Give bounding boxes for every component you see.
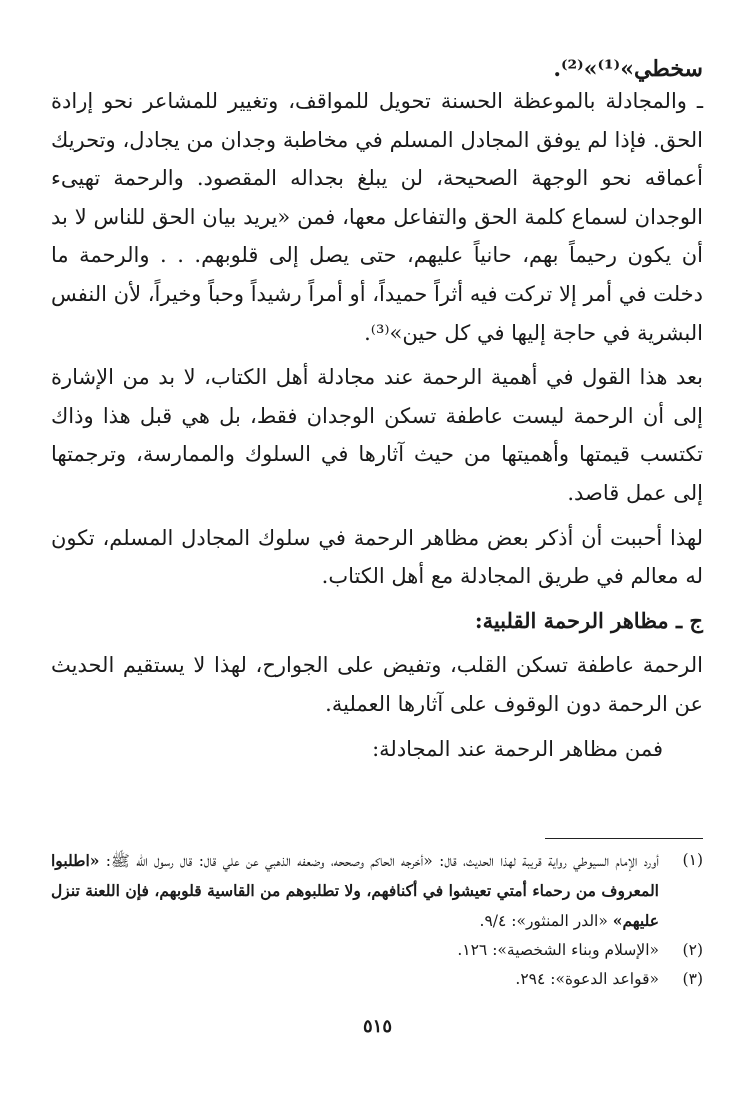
footnote-source: «الدر المنثور»: ٩/٤. bbox=[479, 912, 613, 930]
paragraph-manifestations-lead: فمن مظاهر الرحمة عند المجادلة: bbox=[372, 736, 663, 761]
main-body bbox=[51, 82, 703, 774]
footnote-text: «الإسلام وبناء الشخصية»: ١٢٦. bbox=[457, 941, 659, 959]
footnote-number: (٢) bbox=[682, 941, 703, 959]
footnote-2 bbox=[51, 936, 703, 965]
footnote-3 bbox=[51, 965, 703, 994]
footnote-number: (١) bbox=[682, 851, 703, 869]
footnote-text: «قواعد الدعوة»: ٢٩٤. bbox=[515, 970, 659, 988]
footnote-number: (٣) bbox=[682, 970, 703, 988]
paragraph-intro-manifestations: لهذا أحببت أن أذكر بعض مظاهر الرحمة في سلوك المجادل المسلم، تكون له معالم في طريق المجادلة مع أهل الكتاب. bbox=[51, 525, 703, 589]
footnote-divider bbox=[545, 838, 703, 839]
paragraph-mercy-heart: الرحمة عاطفة تسكن القلب، وتفيض على الجوارح، لهذا لا يستقيم الحديث عن الرحمة دون الوقوف على آثارها العملية. bbox=[51, 653, 703, 716]
footnote-text bbox=[51, 846, 659, 936]
page-number: ٥١٥ bbox=[362, 1016, 392, 1037]
section-heading: ج ـ مظاهر الرحمة القلبية: bbox=[474, 607, 703, 633]
footnote-text-plain: أورد الإمام السيوطي رواية قريبة لهذا الحديث، قال: «أخرجه الحاكم وصححه، وضعفه الذهبي عن علي قال: قال رسول الله ﷺ: bbox=[99, 852, 659, 870]
continued-quote-text: سخطي»⁽¹⁾»⁽²⁾. bbox=[553, 56, 703, 82]
footnotes bbox=[51, 846, 703, 994]
paragraph-argument-mercy: ـ والمجادلة بالموعظة الحسنة تحويل للمواقف، وتغيير للمشاعر نحو إرادة الحق. فإذا لم يوفق المجادل المسلم في مخاطبة وجدان من يجادل، وتحريك أعماقه نحو الوجهة الصحيحة، لن يبلغ بجداله المقصود. والرحمة تهيىء الوجدان لسماع كلمة الحق والتفاعل معها، فمن «يريد بيان الحق للناس لا بد أن يكون رحيماً بهم، حانياً عليهم، حتى يصل إلى قلوبهم. . . والرحمة ما دخلت في أمر إلا تركت فيه أثراً حميداً، أو أمراً رشيداً وحباً وخيراً، لأن النفس البشرية في حاجة إليها في كل حين»⁽³⁾. bbox=[51, 89, 703, 345]
footnote-1 bbox=[51, 846, 703, 936]
footnote-hadith-text: «اطلبوا المعروف من رحماء أمتي تعيشوا في أكنافهم، ولا تطلبوهم من القاسية قلوبهم، فإن اللعنة تنزل عليهم» bbox=[51, 851, 659, 930]
paragraph-after-statement: بعد هذا القول في أهمية الرحمة عند مجادلة أهل الكتاب، لا بد من الإشارة إلى أن الرحمة ليست عاطفة تسكن الوجدان فقط، بل هي قبل هذا وذاك تكتسب قيمتها وأهميتها من حيث آثارها في السلوك والممارسة، وترجمتها إلى عمل قاصد. bbox=[51, 365, 703, 505]
